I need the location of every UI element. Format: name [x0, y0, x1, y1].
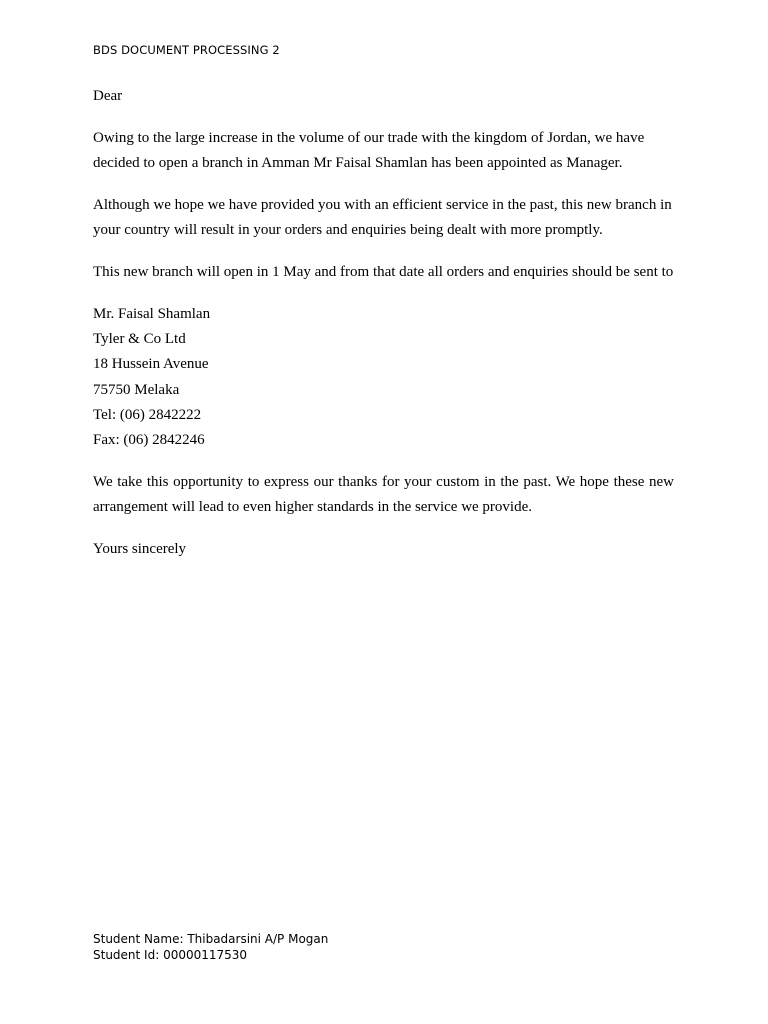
address-block [93, 302, 674, 453]
paragraph-service: Although we hope we have provided you with an efficient service in the past, this new branch in your country will result in your orders and enquiries being dealt with more promptly. [93, 197, 672, 238]
address-tel: Tel: (06) 2842222 [93, 406, 202, 423]
page-header: BDS DOCUMENT PROCESSING 2 [93, 43, 280, 57]
address-name: Mr. Faisal Shamlan [93, 306, 211, 322]
address-street: 18 Hussein Avenue [93, 356, 209, 373]
salutation: Dear [93, 88, 123, 104]
student-id: Student Id: 00000117530 [93, 948, 248, 962]
address-company: Tyler & Co Ltd [93, 331, 186, 348]
paragraph-open-date: This new branch will open in 1 May and from that date all orders and enquiries should be sent to [93, 264, 674, 280]
address-city: 75750 Melaka [93, 381, 180, 398]
closing: Yours sincerely [93, 541, 187, 558]
paragraph-branch-opening: Owing to the large increase in the volume of our trade with the kingdom of Jordan, we have decided to open a branch in Amman Mr Faisal Shamlan has been appointed as Manager. [93, 130, 645, 171]
letter-body [93, 84, 674, 579]
address-fax: Fax: (06) 2842246 [93, 432, 205, 449]
page-footer [93, 931, 328, 963]
student-name: Student Name: Thibadarsini A/P Mogan [93, 932, 329, 946]
paragraph-thanks: We take this opportunity to express our thanks for your custom in the past. We hope these new arrangement will lead to even higher standards in the service we provide. [93, 474, 674, 516]
